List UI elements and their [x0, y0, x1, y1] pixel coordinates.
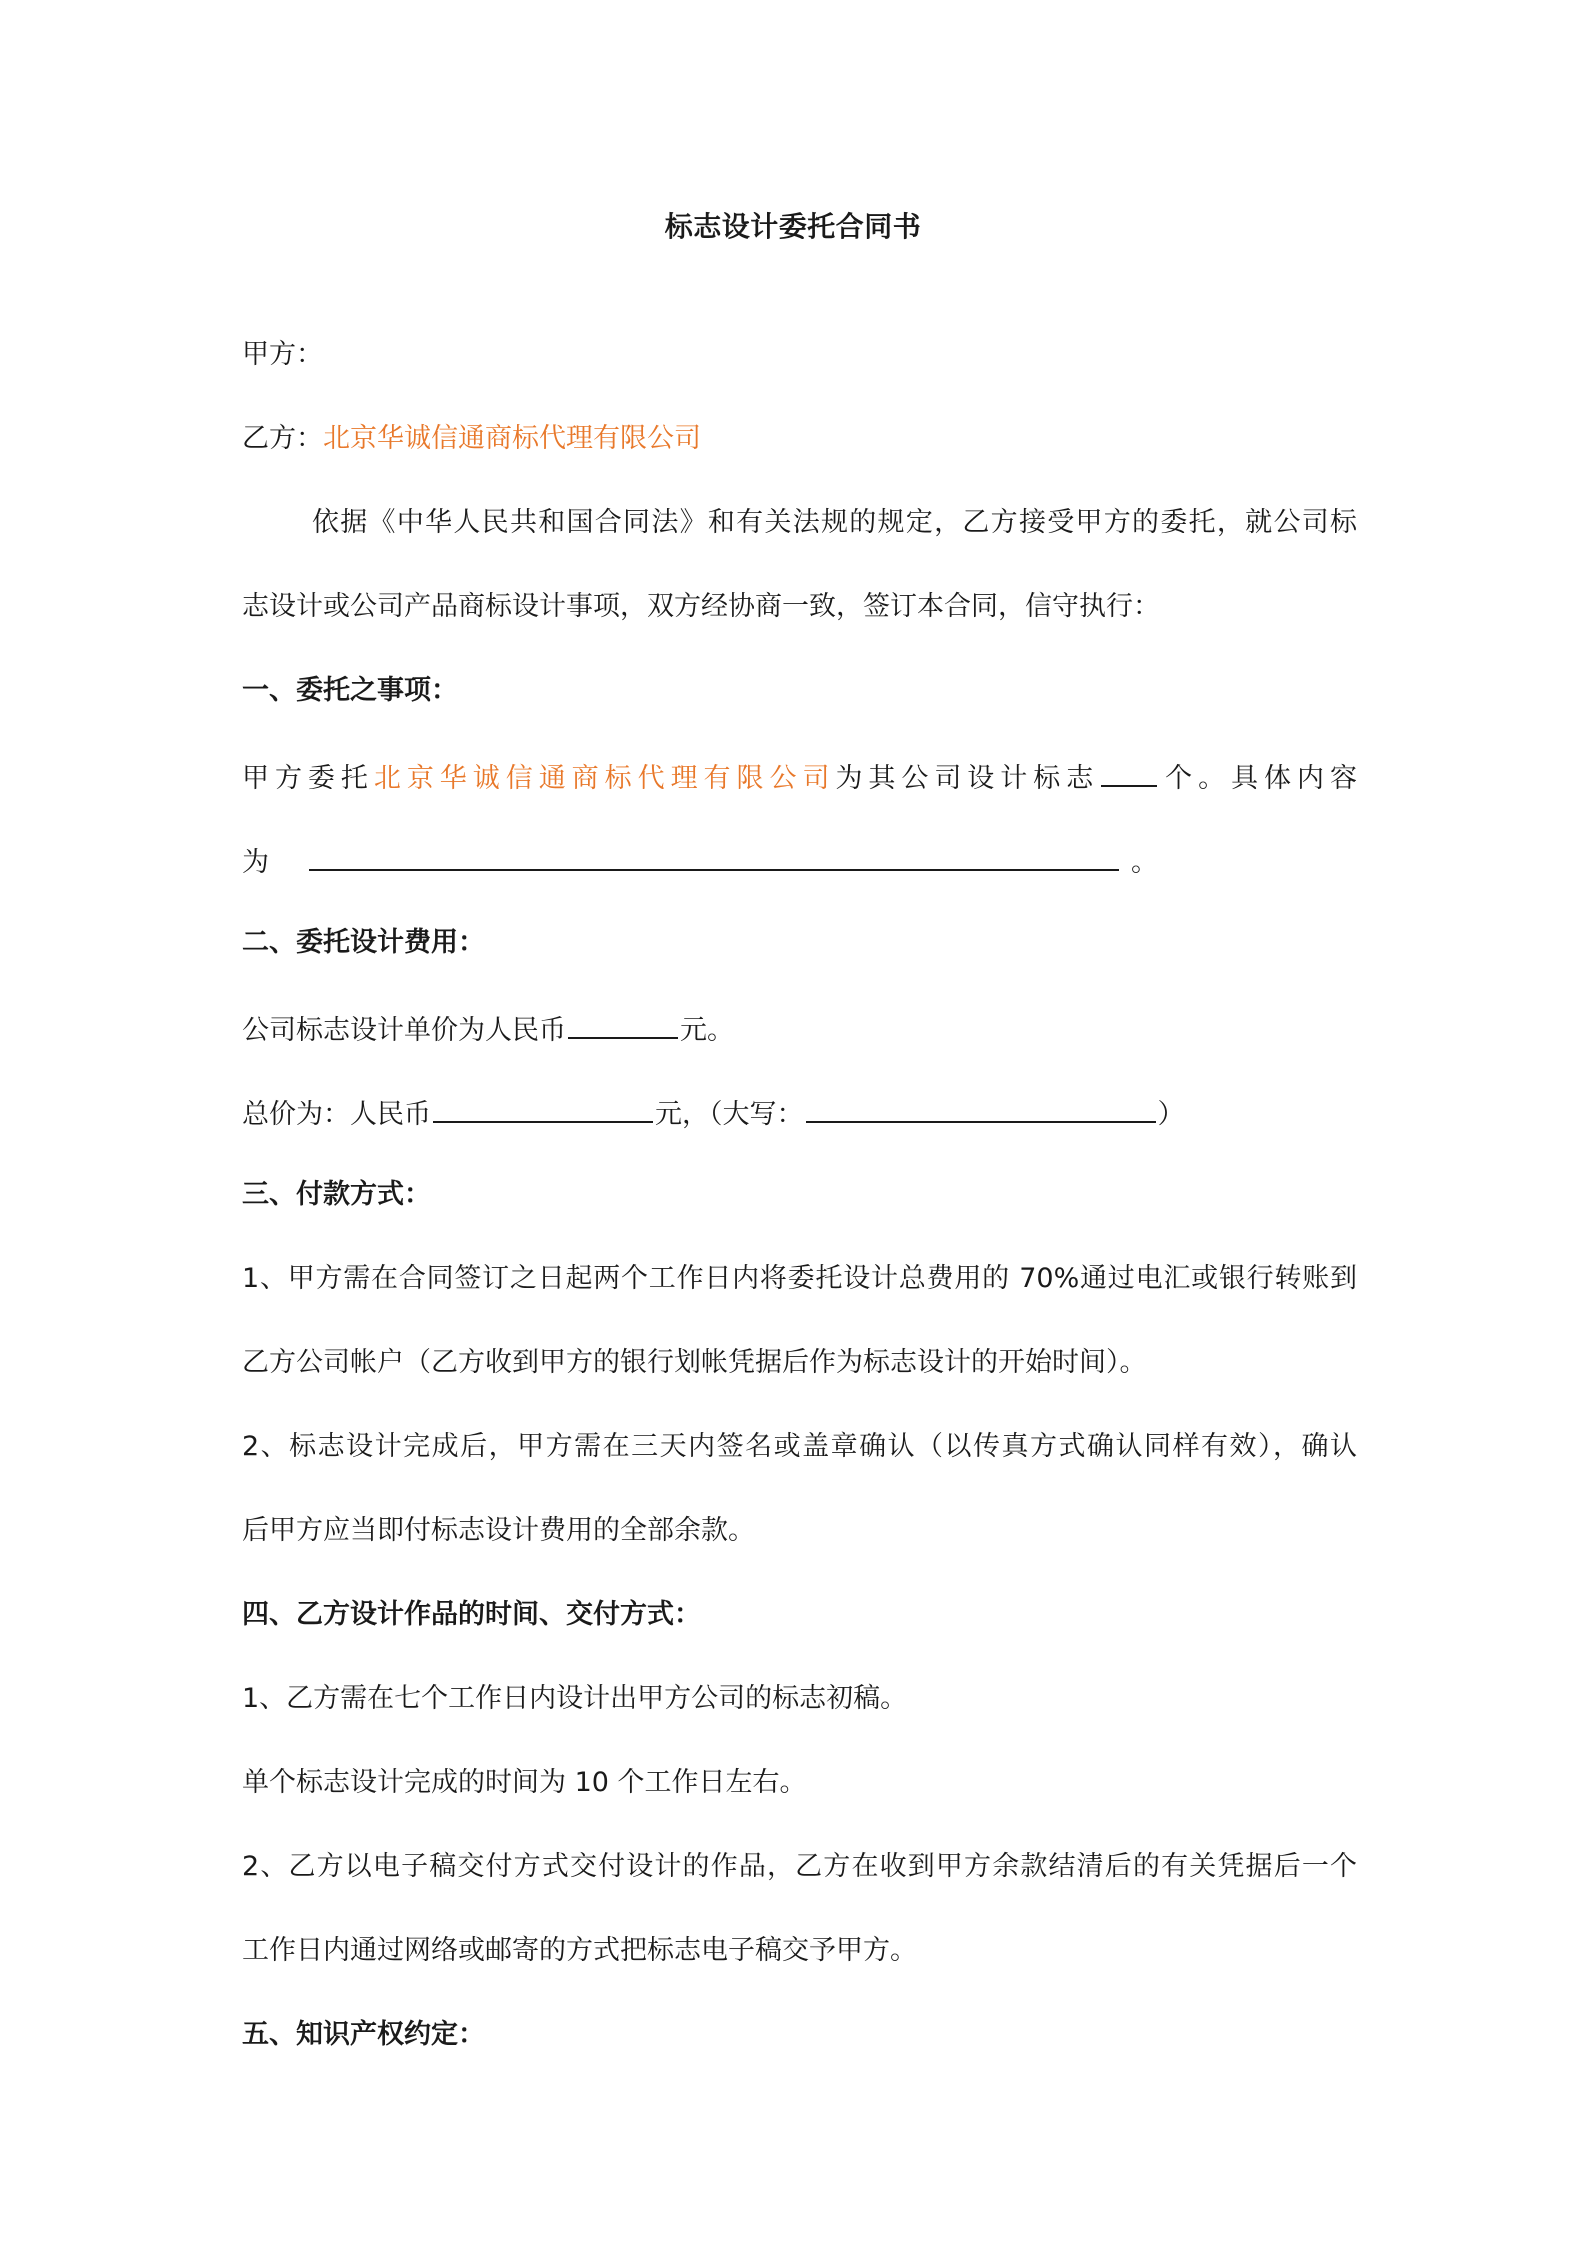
section-3-item-2-line-2: 后甲方应当即付标志设计费用的全部余款。	[242, 1515, 755, 1546]
section-2-heading: 二、委托设计费用：	[242, 927, 485, 958]
unit-price-suffix: 元。	[680, 1015, 734, 1046]
section-4-item-1: 1、乙方需在七个工作日内设计出甲方公司的标志初稿。	[242, 1683, 908, 1714]
total-price-mid: 元，（大写：	[655, 1099, 804, 1130]
section-3-item-1-line-2: 乙方公司帐户（乙方收到甲方的银行划帐凭据后作为标志设计的开始时间）。	[242, 1347, 1147, 1378]
unit-price-blank[interactable]	[568, 1007, 678, 1039]
unit-price-prefix: 公司标志设计单价为人民币	[242, 1015, 566, 1046]
section-4-item-2-line-1: 2、乙方以电子稿交付方式交付设计的作品，乙方在收到甲方余款结清后的有关凭据后一个	[242, 1851, 1357, 1882]
party-a-line	[242, 335, 1357, 375]
intro-paragraph-line-2: 志设计或公司产品商标设计事项，双方经协商一致，签订本合同，信守执行：	[242, 591, 1160, 622]
section-5-heading: 五、知识产权约定：	[242, 2019, 485, 2050]
section-3-item-2-line-1: 2、标志设计完成后，甲方需在三天内签名或盖章确认（以传真方式确认同样有效），确认	[242, 1431, 1357, 1462]
content-blank[interactable]	[309, 839, 1119, 871]
party-b-line	[242, 419, 1357, 459]
party-a-label: 甲方：	[242, 339, 323, 370]
section-1-suffix: 个。具体内容	[1159, 763, 1357, 794]
section-4-item-1-note: 单个标志设计完成的时间为 10 个工作日左右。	[242, 1767, 807, 1798]
section-1-company: 北京华诚信通商标代理有限公司	[373, 763, 836, 794]
section-1-heading: 一、委托之事项：	[242, 675, 458, 706]
intro-paragraph-line-1: 依据《中华人民共和国合同法》和有关法规的规定，乙方接受甲方的委托，就公司标	[312, 507, 1357, 538]
section-1-line-2-suffix: 。	[1131, 847, 1158, 878]
party-b-label: 乙方：	[242, 423, 323, 454]
section-4-item-2-line-2: 工作日内通过网络或邮寄的方式把标志电子稿交予甲方。	[242, 1935, 917, 1966]
unit-price-line	[242, 1007, 1357, 1051]
total-price-suffix: ）	[1157, 1099, 1185, 1130]
section-1-line-2	[242, 839, 1357, 883]
party-b-company: 北京华诚信通商标代理有限公司	[323, 423, 701, 454]
total-price-line	[242, 1091, 1357, 1135]
section-3-item-1-line-1: 1、甲方需在合同签订之日起两个工作日内将委托设计总费用的 70%通过电汇或银行转账到	[242, 1263, 1357, 1294]
document-title: 标志设计委托合同书	[664, 210, 922, 243]
logo-count-blank[interactable]	[1101, 755, 1157, 787]
section-1-line-2-prefix: 为	[242, 847, 269, 878]
total-price-blank[interactable]	[433, 1091, 653, 1123]
total-price-prefix: 总价为：人民币	[242, 1099, 431, 1130]
section-1-line-1	[242, 755, 1357, 799]
section-3-heading: 三、付款方式：	[242, 1179, 431, 1210]
section-1-mid: 为其公司设计标志	[835, 763, 1100, 794]
total-price-uppercase-blank[interactable]	[806, 1091, 1156, 1123]
section-4-heading: 四、乙方设计作品的时间、交付方式：	[242, 1599, 701, 1630]
section-1-prefix: 甲方委托	[242, 763, 374, 794]
